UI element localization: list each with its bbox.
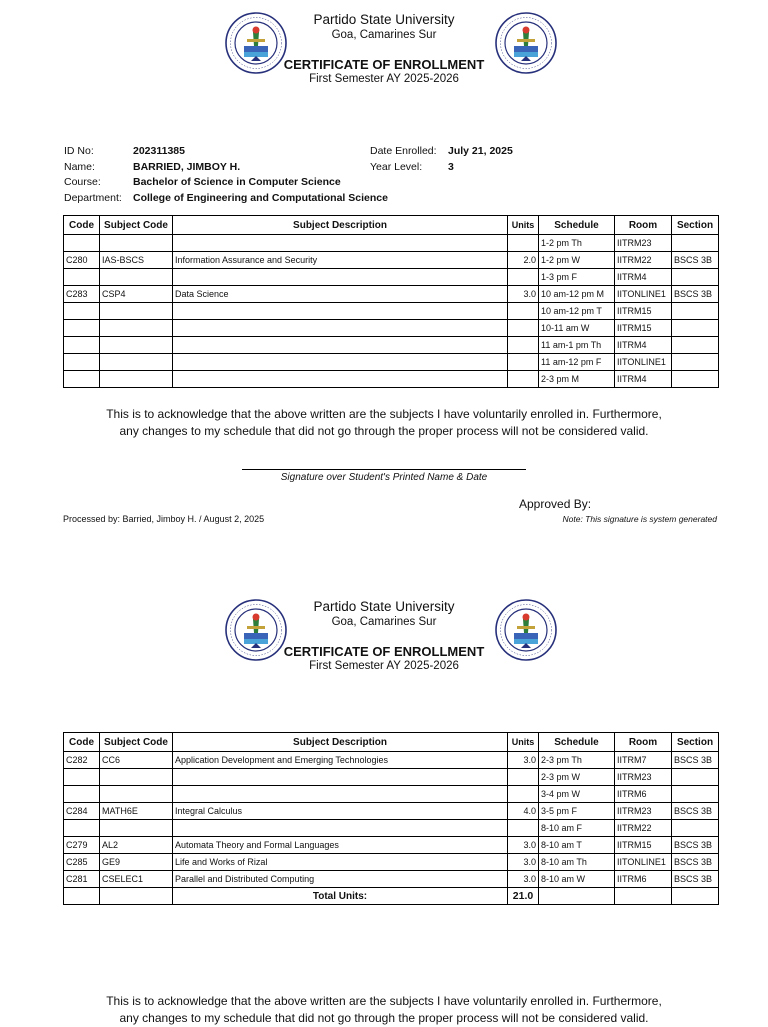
cell-section	[672, 786, 719, 803]
header-room: Room	[615, 216, 672, 235]
cell-units	[508, 354, 539, 371]
table-row	[64, 803, 719, 820]
cell-units: 3.0	[508, 752, 539, 769]
cell-subject-code	[100, 769, 173, 786]
signature-caption: Signature over Student's Printed Name & Date	[280, 472, 488, 483]
cell-room: IITONLINE1	[615, 854, 672, 871]
cell-room: IITRM7	[615, 752, 672, 769]
cell-room: IITONLINE1	[615, 286, 672, 303]
header-description: Subject Description	[173, 216, 508, 235]
cell-section	[672, 269, 719, 286]
cell-subject-code: MATH6E	[100, 803, 173, 820]
cell-section	[672, 337, 719, 354]
table-row	[64, 837, 719, 854]
cell-section: BSCS 3B	[672, 252, 719, 269]
cell-room: IITRM23	[615, 235, 672, 252]
header-description: Subject Description	[173, 733, 508, 752]
header-subject-code: Subject Code	[100, 733, 173, 752]
department-value: College of Engineering and Computational Science	[133, 192, 388, 204]
acknowledgement-line-2: any changes to my schedule that did not go through the proper process will not be considered valid.	[119, 424, 649, 438]
cell-schedule: 10 am-12 pm T	[539, 303, 615, 320]
date-enrolled-label: Date Enrolled:	[370, 145, 437, 157]
certificate-title: CERTIFICATE OF ENROLLMENT	[283, 644, 485, 659]
table-row	[64, 235, 719, 252]
table-row	[64, 354, 719, 371]
cell-description	[173, 820, 508, 837]
cell-room: IITRM6	[615, 871, 672, 888]
cell-units	[508, 786, 539, 803]
header-schedule: Schedule	[539, 216, 615, 235]
approved-by-label: Approved By:	[519, 497, 592, 511]
cell-section: BSCS 3B	[672, 286, 719, 303]
cell-units: 3.0	[508, 837, 539, 854]
cell-description: Parallel and Distributed Computing	[173, 871, 508, 888]
total-units-value: 21.0	[508, 888, 539, 905]
certificate-header	[0, 12, 768, 92]
cell-code	[64, 786, 100, 803]
certificate-header-page2	[0, 599, 768, 679]
cell-units: 3.0	[508, 854, 539, 871]
header-section: Section	[672, 216, 719, 235]
cell-schedule: 3-4 pm W	[539, 786, 615, 803]
cell-description: Application Development and Emerging Technologies	[173, 752, 508, 769]
cell-description	[173, 320, 508, 337]
cell-schedule: 2-3 pm Th	[539, 752, 615, 769]
cell-description	[173, 269, 508, 286]
cell-description	[173, 354, 508, 371]
cell-units: 3.0	[508, 871, 539, 888]
cell-schedule: 8-10 am F	[539, 820, 615, 837]
cell-room: IITRM4	[615, 269, 672, 286]
cell-units	[508, 320, 539, 337]
cell-room: IITRM15	[615, 320, 672, 337]
acknowledgement-line-1: This is to acknowledge that the above written are the subjects I have voluntarily enrolled in. Furthermore,	[106, 994, 662, 1008]
cell-section: BSCS 3B	[672, 871, 719, 888]
cell-units	[508, 337, 539, 354]
id-label: ID No:	[64, 145, 94, 157]
cell-schedule: 2-3 pm W	[539, 769, 615, 786]
table-row	[64, 252, 719, 269]
cell-units: 2.0	[508, 252, 539, 269]
cell-code: C280	[64, 252, 100, 269]
cell-room: IITRM15	[615, 837, 672, 854]
cell-code	[64, 371, 100, 388]
cell-subject-code: CSELEC1	[100, 871, 173, 888]
cell-room: IITRM15	[615, 303, 672, 320]
cell-subject-code	[100, 371, 173, 388]
table-row	[64, 871, 719, 888]
table-row	[64, 303, 719, 320]
course-label: Course:	[64, 176, 101, 188]
table-body-page1	[64, 235, 719, 388]
cell-code	[64, 769, 100, 786]
cell-description	[173, 769, 508, 786]
cell-description: Life and Works of Rizal	[173, 854, 508, 871]
name-value: BARRIED, JIMBOY H.	[133, 161, 241, 173]
header-units: Units	[508, 733, 539, 752]
cell-description	[173, 337, 508, 354]
cell-room: IITRM4	[615, 371, 672, 388]
table-body-page2	[64, 752, 719, 888]
cell-schedule: 8-10 am T	[539, 837, 615, 854]
cell-section	[672, 769, 719, 786]
total-units-label: Total Units:	[173, 888, 508, 905]
cell-subject-code: CSP4	[100, 286, 173, 303]
cell-room: IITRM23	[615, 769, 672, 786]
cell-schedule: 3-5 pm F	[539, 803, 615, 820]
cell-section	[672, 320, 719, 337]
semester-label: First Semester AY 2025-2026	[309, 660, 459, 672]
student-info	[64, 144, 524, 208]
cell-subject-code: IAS-BSCS	[100, 252, 173, 269]
course-value: Bachelor of Science in Computer Science	[133, 176, 341, 188]
table-row	[64, 820, 719, 837]
cell-section	[672, 371, 719, 388]
cell-code	[64, 269, 100, 286]
system-generated-note: Note: This signature is system generated	[562, 514, 717, 524]
header-subject-code: Subject Code	[100, 216, 173, 235]
cell-subject-code: AL2	[100, 837, 173, 854]
id-value: 202311385	[133, 145, 185, 157]
table-header-row	[64, 733, 719, 752]
year-level-label: Year Level:	[370, 161, 423, 173]
cell-schedule: 10-11 am W	[539, 320, 615, 337]
university-address: Goa, Camarines Sur	[331, 29, 437, 41]
cell-subject-code: GE9	[100, 854, 173, 871]
semester-label: First Semester AY 2025-2026	[309, 73, 459, 85]
cell-section	[672, 820, 719, 837]
signature-line	[242, 469, 526, 470]
cell-units	[508, 235, 539, 252]
cell-schedule: 1-2 pm W	[539, 252, 615, 269]
cell-section: BSCS 3B	[672, 837, 719, 854]
cell-room: IITRM22	[615, 252, 672, 269]
acknowledgement-text	[64, 406, 704, 440]
schedule-table-page2	[63, 732, 719, 905]
cell-code	[64, 235, 100, 252]
table-row	[64, 769, 719, 786]
cell-code	[64, 320, 100, 337]
cell-units	[508, 371, 539, 388]
cell-section	[672, 235, 719, 252]
cell-code: C281	[64, 871, 100, 888]
cell-schedule: 2-3 pm M	[539, 371, 615, 388]
cell-description	[173, 235, 508, 252]
cell-subject-code	[100, 820, 173, 837]
cell-room: IITRM4	[615, 337, 672, 354]
table-row	[64, 371, 719, 388]
cell-description: Automata Theory and Formal Languages	[173, 837, 508, 854]
cell-code	[64, 337, 100, 354]
university-address: Goa, Camarines Sur	[331, 616, 437, 628]
certificate-title: CERTIFICATE OF ENROLLMENT	[283, 57, 485, 72]
university-name: Partido State University	[313, 12, 455, 27]
processed-by-text: Processed by: Barried, Jimboy H. / August 2, 2025	[63, 514, 265, 524]
cell-section: BSCS 3B	[672, 752, 719, 769]
header-code: Code	[64, 216, 100, 235]
cell-description	[173, 786, 508, 803]
cell-section: BSCS 3B	[672, 803, 719, 820]
cell-units: 3.0	[508, 286, 539, 303]
header-code: Code	[64, 733, 100, 752]
cell-units	[508, 769, 539, 786]
cell-room: IITRM22	[615, 820, 672, 837]
cell-schedule: 1-2 pm Th	[539, 235, 615, 252]
header-schedule: Schedule	[539, 733, 615, 752]
table-row	[64, 337, 719, 354]
acknowledgement-line-2: any changes to my schedule that did not go through the proper process will not be considered valid.	[119, 1011, 649, 1025]
cell-code: C282	[64, 752, 100, 769]
cell-code: C284	[64, 803, 100, 820]
cell-subject-code	[100, 320, 173, 337]
cell-section	[672, 303, 719, 320]
cell-room: IITONLINE1	[615, 354, 672, 371]
table-row	[64, 269, 719, 286]
table-row	[64, 320, 719, 337]
university-name: Partido State University	[313, 599, 455, 614]
table-header-row	[64, 216, 719, 235]
cell-subject-code	[100, 303, 173, 320]
cell-units	[508, 269, 539, 286]
cell-code	[64, 303, 100, 320]
cell-schedule: 10 am-12 pm M	[539, 286, 615, 303]
cell-description: Data Science	[173, 286, 508, 303]
cell-units	[508, 303, 539, 320]
table-row	[64, 752, 719, 769]
cell-room: IITRM6	[615, 786, 672, 803]
cell-units: 4.0	[508, 803, 539, 820]
schedule-table-page1	[63, 215, 719, 388]
cell-subject-code	[100, 337, 173, 354]
cell-schedule: 8-10 am W	[539, 871, 615, 888]
cell-schedule: 11 am-1 pm Th	[539, 337, 615, 354]
name-label: Name:	[64, 161, 95, 173]
year-level-value: 3	[448, 161, 454, 173]
cell-description	[173, 303, 508, 320]
cell-code	[64, 820, 100, 837]
cell-code	[64, 354, 100, 371]
header-room: Room	[615, 733, 672, 752]
cell-subject-code: CC6	[100, 752, 173, 769]
cell-schedule: 8-10 am Th	[539, 854, 615, 871]
cell-room: IITRM23	[615, 803, 672, 820]
cell-code: C279	[64, 837, 100, 854]
table-row	[64, 286, 719, 303]
cell-section	[672, 354, 719, 371]
date-enrolled-value: July 21, 2025	[448, 145, 513, 157]
header-units: Units	[508, 216, 539, 235]
cell-section: BSCS 3B	[672, 854, 719, 871]
acknowledgement-line-1: This is to acknowledge that the above written are the subjects I have voluntarily enrolled in. Furthermore,	[106, 407, 662, 421]
cell-description: Information Assurance and Security	[173, 252, 508, 269]
header-section: Section	[672, 733, 719, 752]
table-row	[64, 786, 719, 803]
total-units-row	[64, 888, 719, 905]
cell-units	[508, 820, 539, 837]
cell-subject-code	[100, 235, 173, 252]
cell-subject-code	[100, 354, 173, 371]
cell-subject-code	[100, 269, 173, 286]
acknowledgement-text-page2	[64, 993, 704, 1027]
cell-code: C285	[64, 854, 100, 871]
cell-subject-code	[100, 786, 173, 803]
cell-description: Integral Calculus	[173, 803, 508, 820]
cell-schedule: 1-3 pm F	[539, 269, 615, 286]
cell-code: C283	[64, 286, 100, 303]
cell-schedule: 11 am-12 pm F	[539, 354, 615, 371]
department-label: Department:	[64, 192, 122, 204]
cell-description	[173, 371, 508, 388]
table-row	[64, 854, 719, 871]
